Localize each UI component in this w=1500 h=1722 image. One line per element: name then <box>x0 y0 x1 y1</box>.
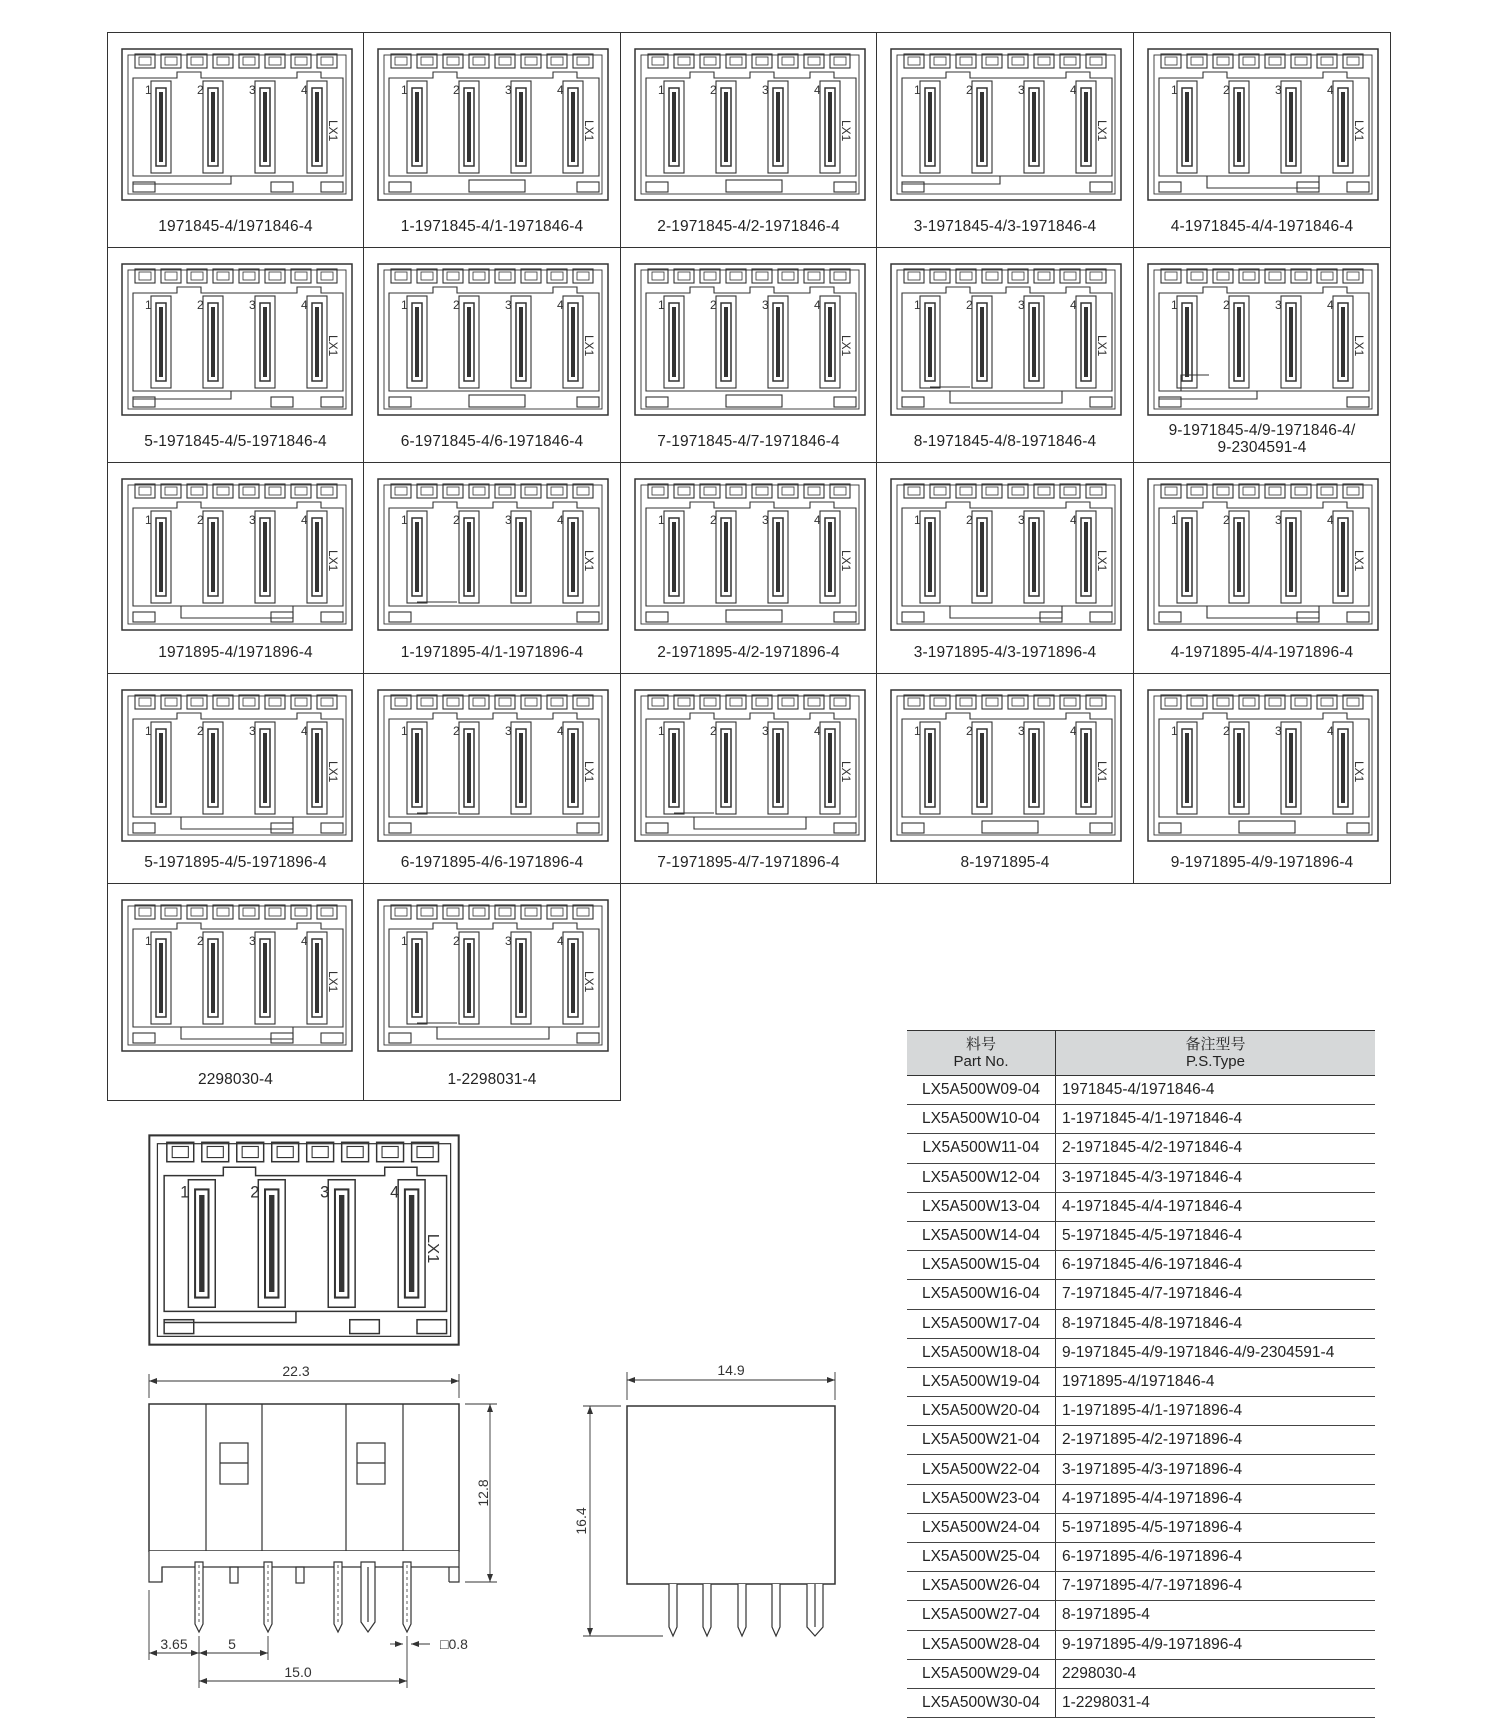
part-no-cell: LX5A500W19-04 <box>907 1368 1056 1396</box>
ps-type-cell: 7-1971845-4/7-1971846-4 <box>1062 1285 1243 1303</box>
pin-number-label: 2 <box>1223 298 1230 312</box>
table-row <box>907 1134 1375 1163</box>
ps-type-cell: 1-1971895-4/1-1971896-4 <box>1062 1402 1243 1420</box>
table-body <box>907 1076 1375 1718</box>
pin-number-label: 4 <box>1070 298 1077 312</box>
ps-type-cell: 5-1971845-4/5-1971846-4 <box>1062 1227 1243 1245</box>
keying-caption: 1971895-4/1971896-4 <box>158 644 313 661</box>
ps-type-cell: 7-1971895-4/7-1971896-4 <box>1062 1577 1243 1595</box>
pin-number-label: 4 <box>301 83 308 97</box>
table-row <box>907 1310 1375 1339</box>
lx1-marker: LX1 <box>582 335 596 357</box>
part-no-cell: LX5A500W30-04 <box>907 1689 1056 1717</box>
pin-number-label: 2 <box>197 298 204 312</box>
part-no-cell: LX5A500W18-04 <box>907 1339 1056 1367</box>
side-width-dim: 14.9 <box>717 1362 745 1378</box>
keying-caption: 9-1971845-4/9-1971846-4/ 9-2304591-4 <box>1168 422 1356 456</box>
keying-caption: 3-1971845-4/3-1971846-4 <box>913 218 1097 235</box>
ps-type-cell: 3-1971845-4/3-1971846-4 <box>1062 1168 1243 1186</box>
pin-number-label: 4 <box>814 298 821 312</box>
lx1-marker: LX1 <box>582 971 596 993</box>
table-row <box>907 1222 1375 1251</box>
pin-span-dim: 15.0 <box>284 1664 312 1680</box>
table-row <box>907 1105 1375 1134</box>
pin-number-label: 3 <box>505 513 512 527</box>
keying-caption: 1971845-4/1971846-4 <box>158 218 313 235</box>
part-no-cell: LX5A500W11-04 <box>907 1134 1056 1162</box>
ps-type-cell: 9-1971895-4/9-1971896-4 <box>1062 1635 1243 1653</box>
table-row <box>907 1368 1375 1397</box>
pin-number-label: 1 <box>914 83 921 97</box>
pin-number-label: 1 <box>658 724 665 738</box>
ps-type-cell: 1971845-4/1971846-4 <box>1062 1081 1215 1099</box>
pin-number-label: 3 <box>249 298 256 312</box>
side-view-body <box>627 1406 835 1636</box>
pin-number-label: 3 <box>249 724 256 738</box>
keying-caption: 1-1971895-4/1-1971896-4 <box>400 644 584 661</box>
pin-number-label: 1 <box>145 724 152 738</box>
pin-pitch-dim: 5 <box>228 1636 236 1652</box>
lx1-marker: LX1 <box>326 971 340 993</box>
pin-number-label: 3 <box>762 298 769 312</box>
pin-number-label: 2 <box>1223 724 1230 738</box>
pin-number-label: 1 <box>658 513 665 527</box>
header-ps-type: 备注型号 P.S.Type <box>1185 1036 1246 1070</box>
pin-square-dim: □0.8 <box>440 1636 468 1652</box>
front-view-body <box>149 1404 459 1632</box>
ps-type-cell: 6-1971895-4/6-1971896-4 <box>1062 1548 1243 1566</box>
pin-number-label: 4 <box>1327 298 1334 312</box>
pin-number-label: 4 <box>557 934 564 948</box>
pin-number-label: 3 <box>505 298 512 312</box>
keying-caption: 1-1971845-4/1-1971846-4 <box>400 218 584 235</box>
table-row <box>907 1601 1375 1630</box>
table-row <box>907 1455 1375 1484</box>
pin-number-label: 2 <box>453 724 460 738</box>
pin-number-label: 1 <box>401 724 408 738</box>
pin-number-label: 4 <box>557 83 564 97</box>
keying-caption: 2-1971845-4/2-1971846-4 <box>657 218 840 235</box>
table-row <box>907 1689 1375 1718</box>
part-no-cell: LX5A500W17-04 <box>907 1310 1056 1338</box>
pin-number-label: 1 <box>1171 724 1178 738</box>
keying-caption: 6-1971845-4/6-1971846-4 <box>400 433 584 450</box>
table-row <box>907 1426 1375 1455</box>
keying-caption: 4-1971845-4/4-1971846-4 <box>1170 218 1354 235</box>
ps-type-cell: 2-1971895-4/2-1971896-4 <box>1062 1431 1243 1449</box>
ps-type-cell: 2298030-4 <box>1062 1664 1137 1682</box>
header-part-no: 料号 Part No. <box>907 1031 1056 1075</box>
part-no-cell: LX5A500W13-04 <box>907 1193 1056 1221</box>
table-row <box>907 1339 1375 1368</box>
pin-number-label: 3 <box>249 934 256 948</box>
pin-number-label: 1 <box>1171 513 1178 527</box>
pin-number-label: 3 <box>1275 513 1282 527</box>
lx1-marker: LX1 <box>582 120 596 142</box>
pin-number-label: 4 <box>557 724 564 738</box>
part-no-cell: LX5A500W20-04 <box>907 1397 1056 1425</box>
pin-number-label: 3 <box>1018 724 1025 738</box>
lx1-marker: LX1 <box>1352 761 1366 783</box>
pin-number-label: 1 <box>401 298 408 312</box>
pin-number-label: 2 <box>710 298 717 312</box>
part-no-cell: LX5A500W23-04 <box>907 1485 1056 1513</box>
pin-number-label: 4 <box>814 513 821 527</box>
lx1-marker: LX1 <box>326 550 340 572</box>
lx1-marker: LX1 <box>326 120 340 142</box>
part-no-cell: LX5A500W29-04 <box>907 1660 1056 1688</box>
pin-number-label: 4 <box>557 513 564 527</box>
keying-caption: 8-1971845-4/8-1971846-4 <box>913 433 1097 450</box>
part-no-cell: LX5A500W10-04 <box>907 1105 1056 1133</box>
lx1-marker: LX1 <box>1095 120 1109 142</box>
pin-number-label: 4 <box>1070 83 1077 97</box>
pin-number-label: 2 <box>966 513 973 527</box>
pin-number-label: 4 <box>1327 724 1334 738</box>
keying-caption: 5-1971845-4/5-1971846-4 <box>144 433 327 450</box>
front-view-pins <box>195 1562 411 1632</box>
lx1-marker: LX1 <box>839 335 853 357</box>
pin-number-label: 4 <box>814 724 821 738</box>
ps-type-cell: 6-1971845-4/6-1971846-4 <box>1062 1256 1243 1274</box>
pin-number-label: 3 <box>320 1183 330 1202</box>
front-width-dim: 22.3 <box>282 1363 310 1379</box>
pin-number-label: 4 <box>814 83 821 97</box>
keying-caption: 2298030-4 <box>197 1071 274 1088</box>
part-no-cell: LX5A500W25-04 <box>907 1543 1056 1571</box>
keying-caption: 7-1971845-4/7-1971846-4 <box>657 433 840 450</box>
pin-number-label: 2 <box>197 724 204 738</box>
pin-number-label: 1 <box>1171 83 1178 97</box>
pin-number-label: 4 <box>301 724 308 738</box>
pin-number-label: 3 <box>249 83 256 97</box>
pin-number-label: 2 <box>197 934 204 948</box>
lx1-marker: LX1 <box>1095 761 1109 783</box>
pin-number-label: 3 <box>1275 83 1282 97</box>
pin-number-label: 2 <box>1223 513 1230 527</box>
table-row <box>907 1193 1375 1222</box>
part-no-cell: LX5A500W12-04 <box>907 1164 1056 1192</box>
lx1-marker: LX1 <box>582 761 596 783</box>
pin-number-label: 2 <box>250 1183 260 1202</box>
ps-type-cell: 8-1971845-4/8-1971846-4 <box>1062 1314 1243 1332</box>
table-row <box>907 1660 1375 1689</box>
table-row <box>907 1543 1375 1572</box>
side-height-dim: 16.4 <box>573 1507 589 1535</box>
pin-number-label: 2 <box>197 513 204 527</box>
keying-caption: 8-1971895-4 <box>960 854 1050 871</box>
pin-number-label: 4 <box>390 1183 400 1202</box>
pin-number-label: 1 <box>145 298 152 312</box>
part-no-cell: LX5A500W24-04 <box>907 1514 1056 1542</box>
keying-caption: 4-1971895-4/4-1971896-4 <box>1170 644 1354 661</box>
lx1-marker: LX1 <box>582 550 596 572</box>
pin-number-label: 3 <box>1018 513 1025 527</box>
pin-number-label: 4 <box>557 298 564 312</box>
ps-type-cell: 1-1971845-4/1-1971846-4 <box>1062 1110 1243 1128</box>
pin-number-label: 2 <box>966 83 973 97</box>
ps-type-cell: 1-2298031-4 <box>1062 1694 1150 1712</box>
pin-number-label: 3 <box>762 513 769 527</box>
ps-type-cell: 9-1971845-4/9-1971846-4/9-2304591-4 <box>1062 1343 1335 1361</box>
pin-number-label: 3 <box>505 724 512 738</box>
table-row <box>907 1280 1375 1309</box>
pin-number-label: 3 <box>1275 724 1282 738</box>
part-no-cell: LX5A500W14-04 <box>907 1222 1056 1250</box>
ps-type-cell: 2-1971845-4/2-1971846-4 <box>1062 1139 1243 1157</box>
table-header <box>907 1030 1375 1076</box>
pin-number-label: 2 <box>710 724 717 738</box>
part-no-cell: LX5A500W22-04 <box>907 1455 1056 1483</box>
pin-number-label: 1 <box>658 83 665 97</box>
pin-number-label: 2 <box>966 298 973 312</box>
part-no-cell: LX5A500W15-04 <box>907 1251 1056 1279</box>
pin-number-label: 1 <box>1171 298 1178 312</box>
pin-number-label: 2 <box>453 298 460 312</box>
part-no-cell: LX5A500W16-04 <box>907 1280 1056 1308</box>
pin-number-label: 4 <box>1070 724 1077 738</box>
lx1-marker: LX1 <box>1352 550 1366 572</box>
pin-number-label: 1 <box>145 513 152 527</box>
table-row <box>907 1572 1375 1601</box>
lx1-marker: LX1 <box>1095 335 1109 357</box>
pin-number-label: 1 <box>401 513 408 527</box>
pin-number-label: 2 <box>710 513 717 527</box>
lx1-marker: LX1 <box>1095 550 1109 572</box>
keying-caption: 1-2298031-4 <box>447 1071 537 1088</box>
pin-number-label: 4 <box>1327 513 1334 527</box>
lx1-marker: LX1 <box>423 1233 442 1264</box>
pin-number-label: 1 <box>914 298 921 312</box>
pin-number-label: 4 <box>1327 83 1334 97</box>
pin-number-label: 1 <box>145 934 152 948</box>
pin-number-label: 1 <box>180 1183 190 1202</box>
part-no-cell: LX5A500W21-04 <box>907 1426 1056 1454</box>
pin-number-label: 4 <box>1070 513 1077 527</box>
keying-caption: 6-1971895-4/6-1971896-4 <box>400 854 584 871</box>
ps-type-cell: 5-1971895-4/5-1971896-4 <box>1062 1518 1243 1536</box>
keying-caption: 2-1971895-4/2-1971896-4 <box>657 644 840 661</box>
pin-number-label: 1 <box>914 513 921 527</box>
pin-number-label: 2 <box>966 724 973 738</box>
pin-number-label: 3 <box>505 83 512 97</box>
lx1-marker: LX1 <box>839 550 853 572</box>
keying-caption: 5-1971895-4/5-1971896-4 <box>144 854 327 871</box>
pin-number-label: 3 <box>1018 298 1025 312</box>
pin-number-label: 3 <box>1275 298 1282 312</box>
part-number-table <box>907 1030 1375 1718</box>
keying-caption: 7-1971895-4/7-1971896-4 <box>657 854 840 871</box>
pin-number-label: 1 <box>658 298 665 312</box>
ps-type-cell: 4-1971895-4/4-1971896-4 <box>1062 1489 1243 1507</box>
pin-number-label: 3 <box>249 513 256 527</box>
table-row <box>907 1514 1375 1543</box>
front-height-dim: 12.8 <box>475 1479 491 1507</box>
lx1-marker: LX1 <box>326 761 340 783</box>
pin-number-label: 1 <box>145 83 152 97</box>
lx1-marker: LX1 <box>326 335 340 357</box>
pin-number-label: 3 <box>762 83 769 97</box>
part-no-cell: LX5A500W26-04 <box>907 1572 1056 1600</box>
pin-number-label: 3 <box>1018 83 1025 97</box>
pin-number-label: 4 <box>301 298 308 312</box>
lx1-marker: LX1 <box>839 120 853 142</box>
pin-number-label: 2 <box>453 513 460 527</box>
pin-number-label: 1 <box>914 724 921 738</box>
table-row <box>907 1397 1375 1426</box>
ps-type-cell: 1971895-4/1971846-4 <box>1062 1372 1215 1390</box>
first-pin-offset-dim: 3.65 <box>160 1636 188 1652</box>
pin-number-label: 2 <box>1223 83 1230 97</box>
ps-type-cell: 8-1971895-4 <box>1062 1606 1150 1624</box>
pin-number-label: 4 <box>301 513 308 527</box>
pin-number-label: 1 <box>401 83 408 97</box>
lx1-marker: LX1 <box>1352 335 1366 357</box>
table-row <box>907 1485 1375 1514</box>
table-row <box>907 1076 1375 1105</box>
pin-number-label: 1 <box>401 934 408 948</box>
pin-number-label: 2 <box>453 83 460 97</box>
pin-number-label: 3 <box>505 934 512 948</box>
table-row <box>907 1631 1375 1660</box>
pin-number-label: 3 <box>762 724 769 738</box>
pin-number-label: 2 <box>710 83 717 97</box>
part-no-cell: LX5A500W09-04 <box>907 1076 1056 1104</box>
lx1-marker: LX1 <box>1352 120 1366 142</box>
pin-number-label: 2 <box>197 83 204 97</box>
ps-type-cell: 3-1971895-4/3-1971896-4 <box>1062 1460 1243 1478</box>
part-no-cell: LX5A500W28-04 <box>907 1631 1056 1659</box>
ps-type-cell: 4-1971845-4/4-1971846-4 <box>1062 1197 1243 1215</box>
table-row <box>907 1164 1375 1193</box>
table-row <box>907 1251 1375 1280</box>
lx1-marker: LX1 <box>839 761 853 783</box>
pin-number-label: 4 <box>301 934 308 948</box>
keying-caption: 9-1971895-4/9-1971896-4 <box>1170 854 1354 871</box>
keying-caption: 3-1971895-4/3-1971896-4 <box>913 644 1097 661</box>
pin-number-label: 2 <box>453 934 460 948</box>
part-no-cell: LX5A500W27-04 <box>907 1601 1056 1629</box>
